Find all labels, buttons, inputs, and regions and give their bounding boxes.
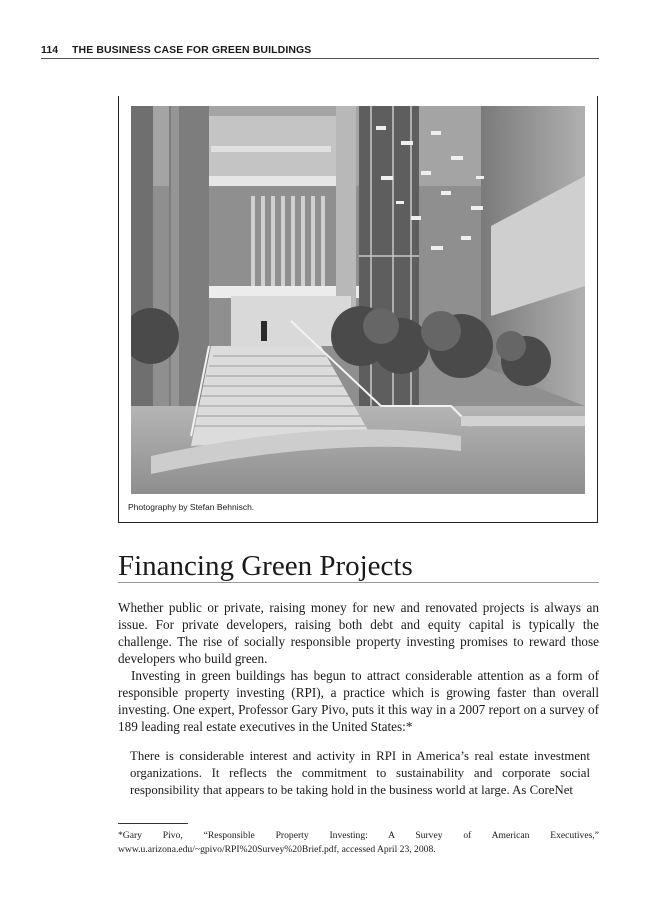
- body-text: [118, 599, 599, 735]
- running-header: [41, 44, 599, 59]
- footnote-rule: [118, 823, 188, 824]
- atrium-photo: [131, 106, 585, 494]
- section-title: Financing Green Projects: [118, 551, 599, 583]
- atrium-photo-illustration: [131, 106, 585, 494]
- figure-caption: Photography by Stefan Behnisch.: [128, 502, 255, 512]
- figure: [118, 96, 598, 523]
- paragraph-1: Whether public or private, raising money for new and renovated projects is always an issue. For private developers, raising both debt and equity capital is typically the challenge. The rise of socially responsible property investing promises to reward those developers who build green.: [118, 600, 599, 666]
- paragraph-2: Investing in green buildings has begun to attract considerable attention as a form of responsible property investing (RPI), a practice which is growing faster than overall investing. One expert, Professor Gary Pivo, puts it this way in a 2007 report on a survey of 189 leading real estate executives in the United States:*: [118, 668, 599, 734]
- running-title: THE BUSINESS CASE FOR GREEN BUILDINGS: [72, 44, 312, 56]
- footnote: *Gary Pivo, “Responsible Property Investing: A Survey of American Executives,” www.u.arizona.edu/~gpivo/RPI%20Survey%20Brief.pdf, accessed April 23, 2008.: [118, 830, 599, 855]
- page-number: 114: [41, 44, 59, 56]
- block-quote: There is considerable interest and activity in RPI in America’s real estate investment organizations. It reflects the commitment to sustainability and corporate social responsibility that appears to be taking hold in the business world at large. As CoreNet: [130, 749, 590, 797]
